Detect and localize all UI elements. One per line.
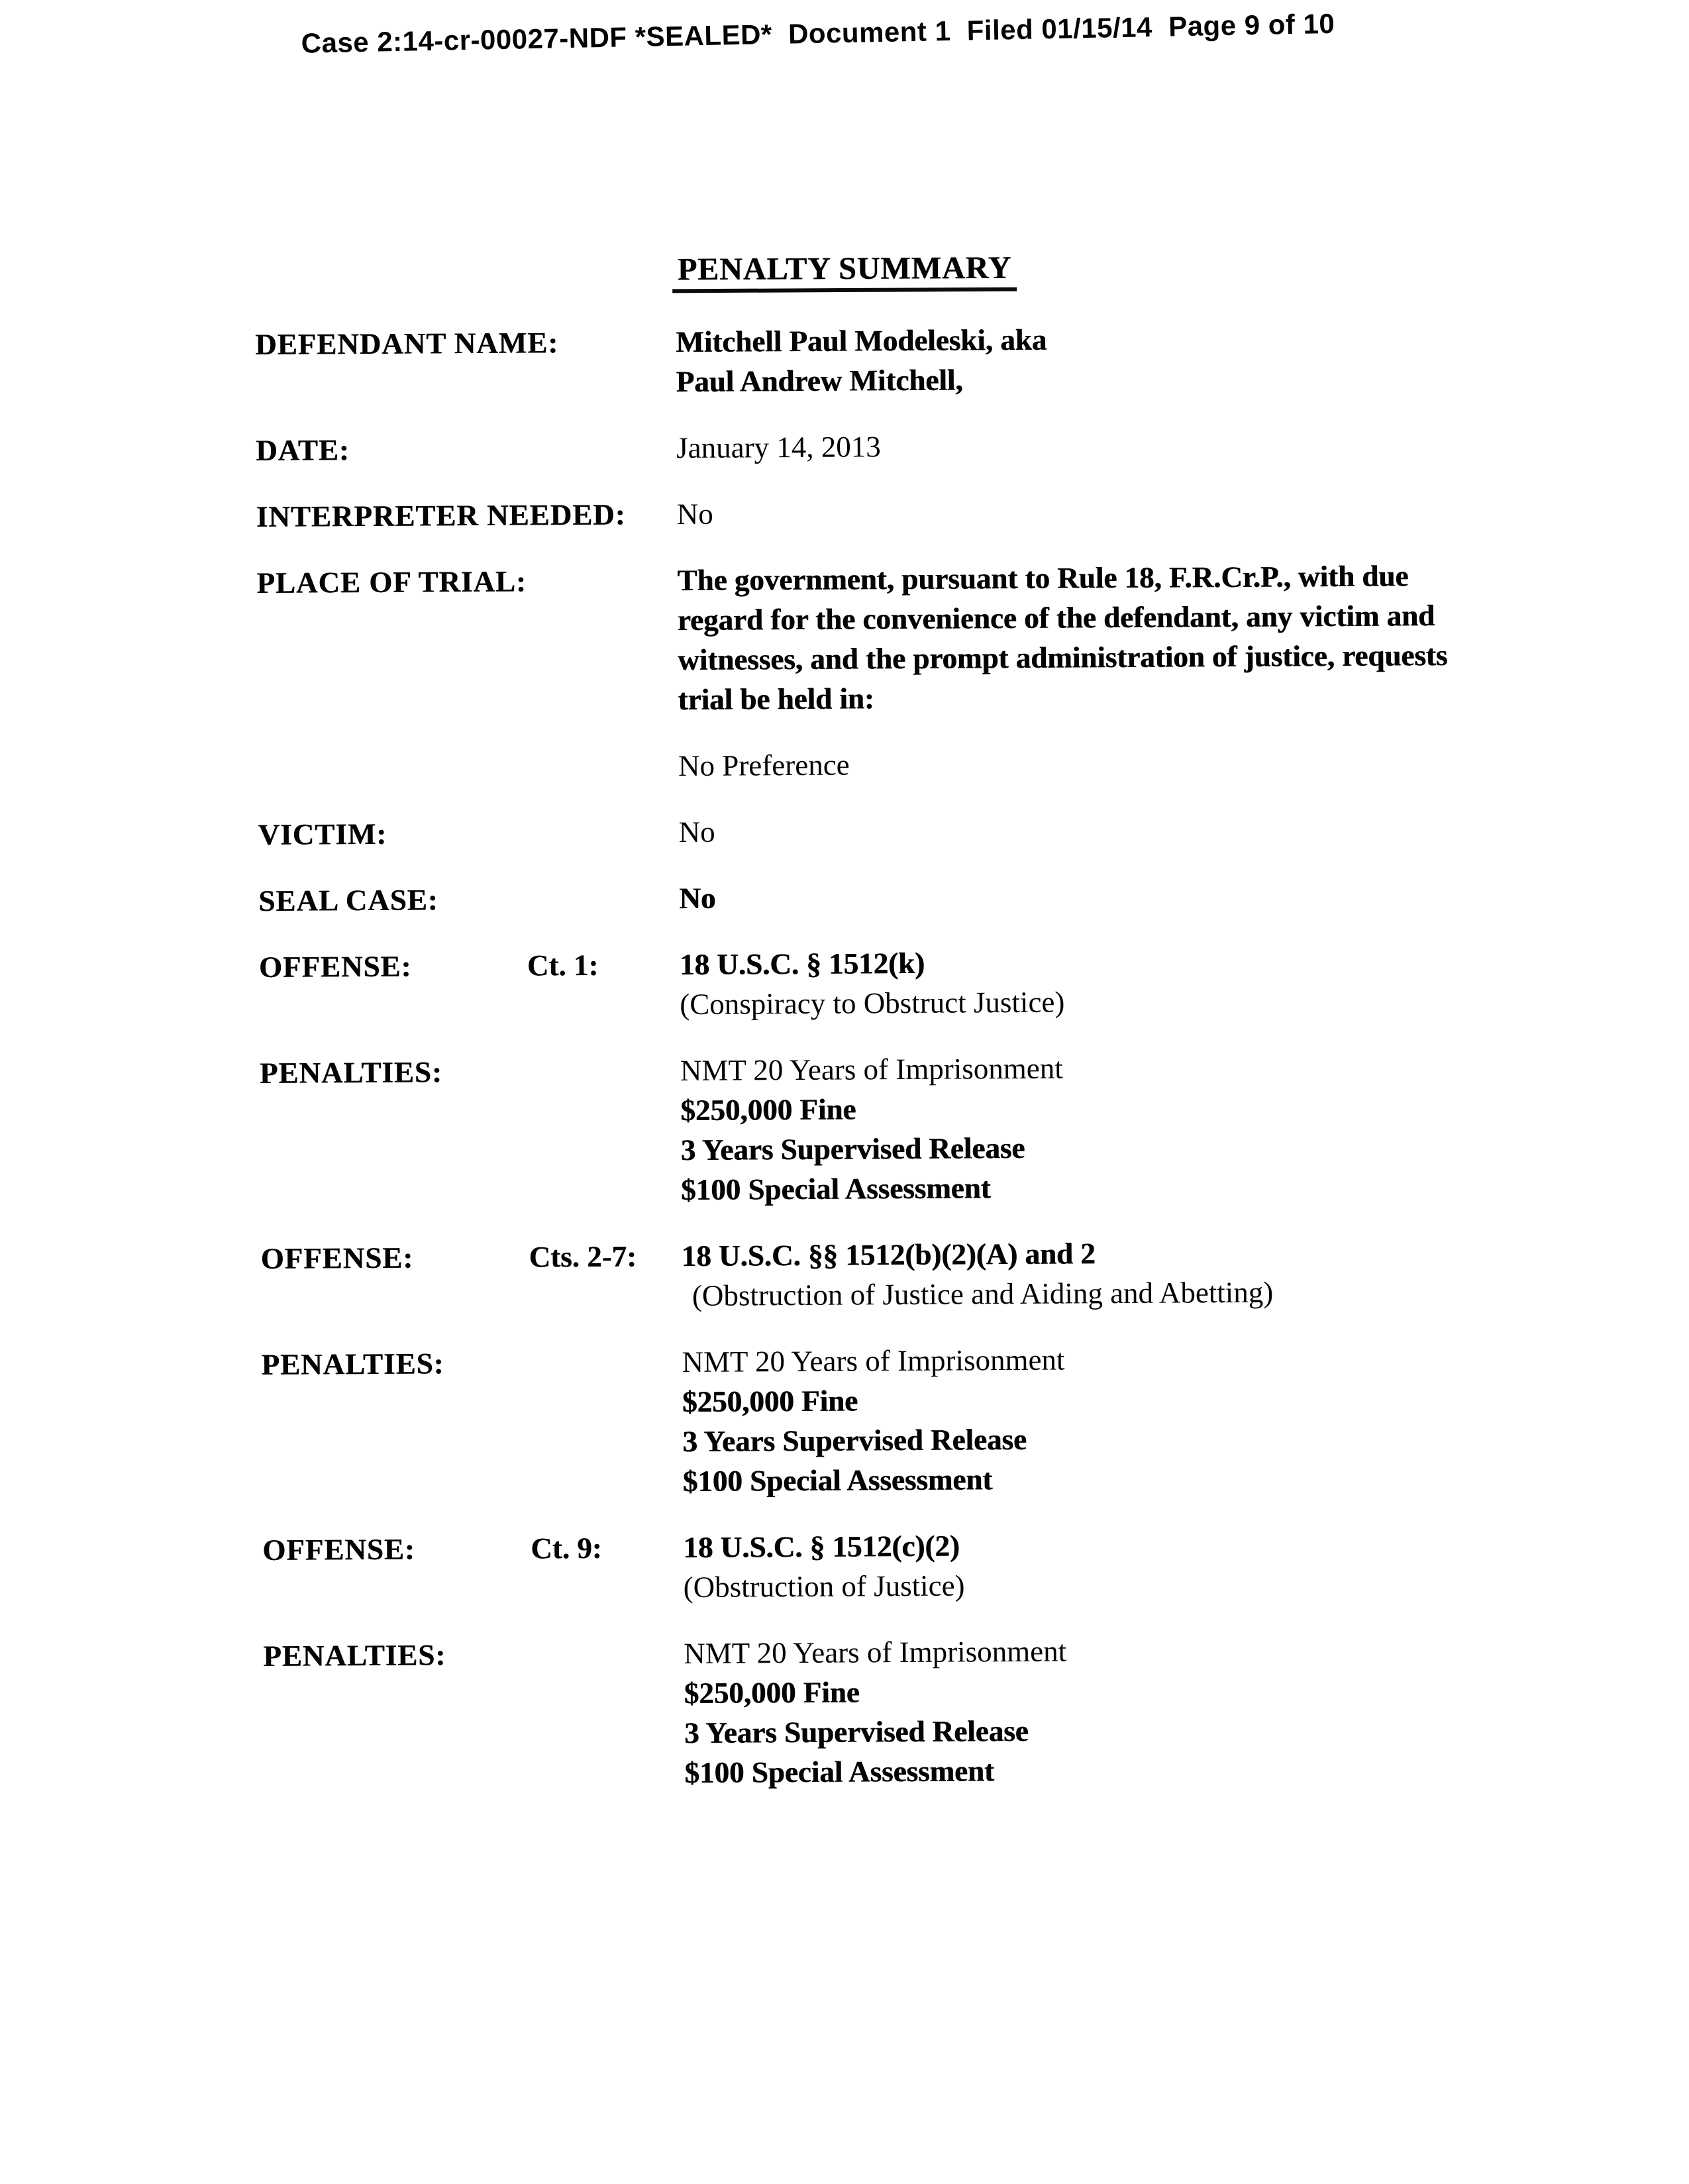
value-line: $250,000 Fine (680, 1092, 856, 1127)
row-count-label (525, 560, 678, 720)
value-line: Mitchell Paul Modeleski, aka (676, 323, 1047, 359)
case-stamp: Case 2:14-cr-00027-NDF *SEALED* Document 1 Filed 01/15/14 Page 9 of 10 (301, 7, 1335, 59)
value-line: January 14, 2013 (676, 430, 881, 465)
value-line: $100 Special Assessment (684, 1754, 995, 1790)
row-label: PENALTIES: (263, 1638, 446, 1673)
value-line: NMT 20 Years of Imprisonment (680, 1051, 1063, 1088)
summary-row (261, 1336, 1616, 1503)
summary-row (260, 1045, 1615, 1212)
row-count-label (529, 1342, 682, 1502)
row-value (678, 741, 1420, 786)
summary-row (258, 872, 1613, 920)
value-line: The government, pursuant to Rule 18, F.R.Cr.P., with due (677, 559, 1409, 598)
row-count-label (528, 1051, 681, 1210)
summary-rows (255, 317, 1619, 1822)
summary-row (255, 317, 1610, 404)
summary-row (256, 423, 1610, 470)
value-line: 18 U.S.C. § 1512(c)(2) (683, 1529, 960, 1565)
row-value (682, 1337, 1424, 1501)
value-line: 18 U.S.C. §§ 1512(b)(2)(A) and 2 (681, 1237, 1096, 1273)
summary-row (263, 1628, 1618, 1794)
summary-row (260, 1230, 1615, 1318)
row-count-label (525, 494, 677, 535)
value-line: No (679, 881, 716, 915)
summary-row (258, 740, 1612, 788)
row-label: PENALTIES: (261, 1347, 444, 1381)
row-label: OFFENSE: (262, 1532, 415, 1567)
row-value (677, 490, 1419, 534)
row-value (684, 1629, 1426, 1793)
summary-row (258, 806, 1613, 854)
row-value (681, 1231, 1423, 1316)
value-line: witnesses, and the prompt administration of justice, requests (677, 639, 1448, 677)
row-label (258, 747, 526, 788)
value-line: 3 Years Supervised Release (682, 1422, 1027, 1459)
row-label: PENALTIES: (259, 1055, 442, 1090)
row-label: PLACE OF TRIAL: (256, 564, 527, 599)
value-line: $250,000 Fine (682, 1384, 858, 1419)
value-line: $100 Special Assessment (682, 1463, 993, 1498)
row-value (677, 556, 1448, 719)
value-line: No (678, 815, 715, 849)
value-line: regard for the convenience of the defendant, any victim and (677, 599, 1435, 637)
value-line: $100 Special Assessment (680, 1171, 991, 1207)
row-count-label (527, 878, 679, 919)
value-line: (Obstruction of Justice) (683, 1569, 965, 1604)
row-value (683, 1523, 1425, 1607)
value-line: No (676, 497, 713, 531)
value-line: No Preference (678, 748, 850, 783)
summary-row (262, 1522, 1617, 1609)
row-count-label (531, 1634, 684, 1793)
value-line: NMT 20 Years of Imprisonment (682, 1343, 1065, 1379)
row-count-label (524, 428, 676, 468)
summary-row (256, 555, 1612, 722)
row-label: DEFENDANT NAME: (255, 326, 559, 361)
row-label: DATE: (256, 433, 350, 467)
row-count-label: Cts. 2-7: (529, 1239, 637, 1274)
row-label: OFFENSE: (258, 949, 412, 984)
row-value (680, 940, 1422, 1024)
row-count-label: Ct. 1: (527, 948, 599, 982)
summary-row (256, 489, 1611, 537)
row-value (676, 317, 1418, 401)
page-title (0, 246, 1689, 291)
row-label: INTERPRETER NEEDED: (256, 497, 626, 533)
row-value (680, 1046, 1423, 1210)
page-title-text: PENALTY SUMMARY (672, 250, 1017, 293)
value-line: 3 Years Supervised Release (680, 1131, 1025, 1167)
value-line: 18 U.S.C. § 1512(k) (679, 946, 925, 982)
row-value (676, 423, 1418, 468)
value-line: trial be held in: (678, 682, 874, 717)
row-label: SEAL CASE: (258, 883, 438, 917)
row-value (679, 874, 1421, 918)
value-line: Paul Andrew Mitchell, (676, 363, 963, 399)
row-count-label (526, 746, 678, 786)
summary-row (259, 939, 1614, 1026)
row-value (679, 807, 1421, 852)
value-line: 3 Years Supervised Release (684, 1714, 1029, 1750)
value-line: $250,000 Fine (684, 1675, 860, 1710)
row-label: OFFENSE: (260, 1241, 414, 1275)
row-count-label (527, 812, 679, 853)
row-count-label (523, 322, 676, 402)
value-line: (Obstruction of Justice and Aiding and Abetting) (691, 1275, 1274, 1312)
value-line: (Conspiracy to Obstruct Justice) (680, 985, 1065, 1021)
row-label: VICTIM: (258, 817, 387, 851)
row-count-label: Ct. 9: (531, 1531, 602, 1565)
value-line: NMT 20 Years of Imprisonment (684, 1634, 1067, 1671)
